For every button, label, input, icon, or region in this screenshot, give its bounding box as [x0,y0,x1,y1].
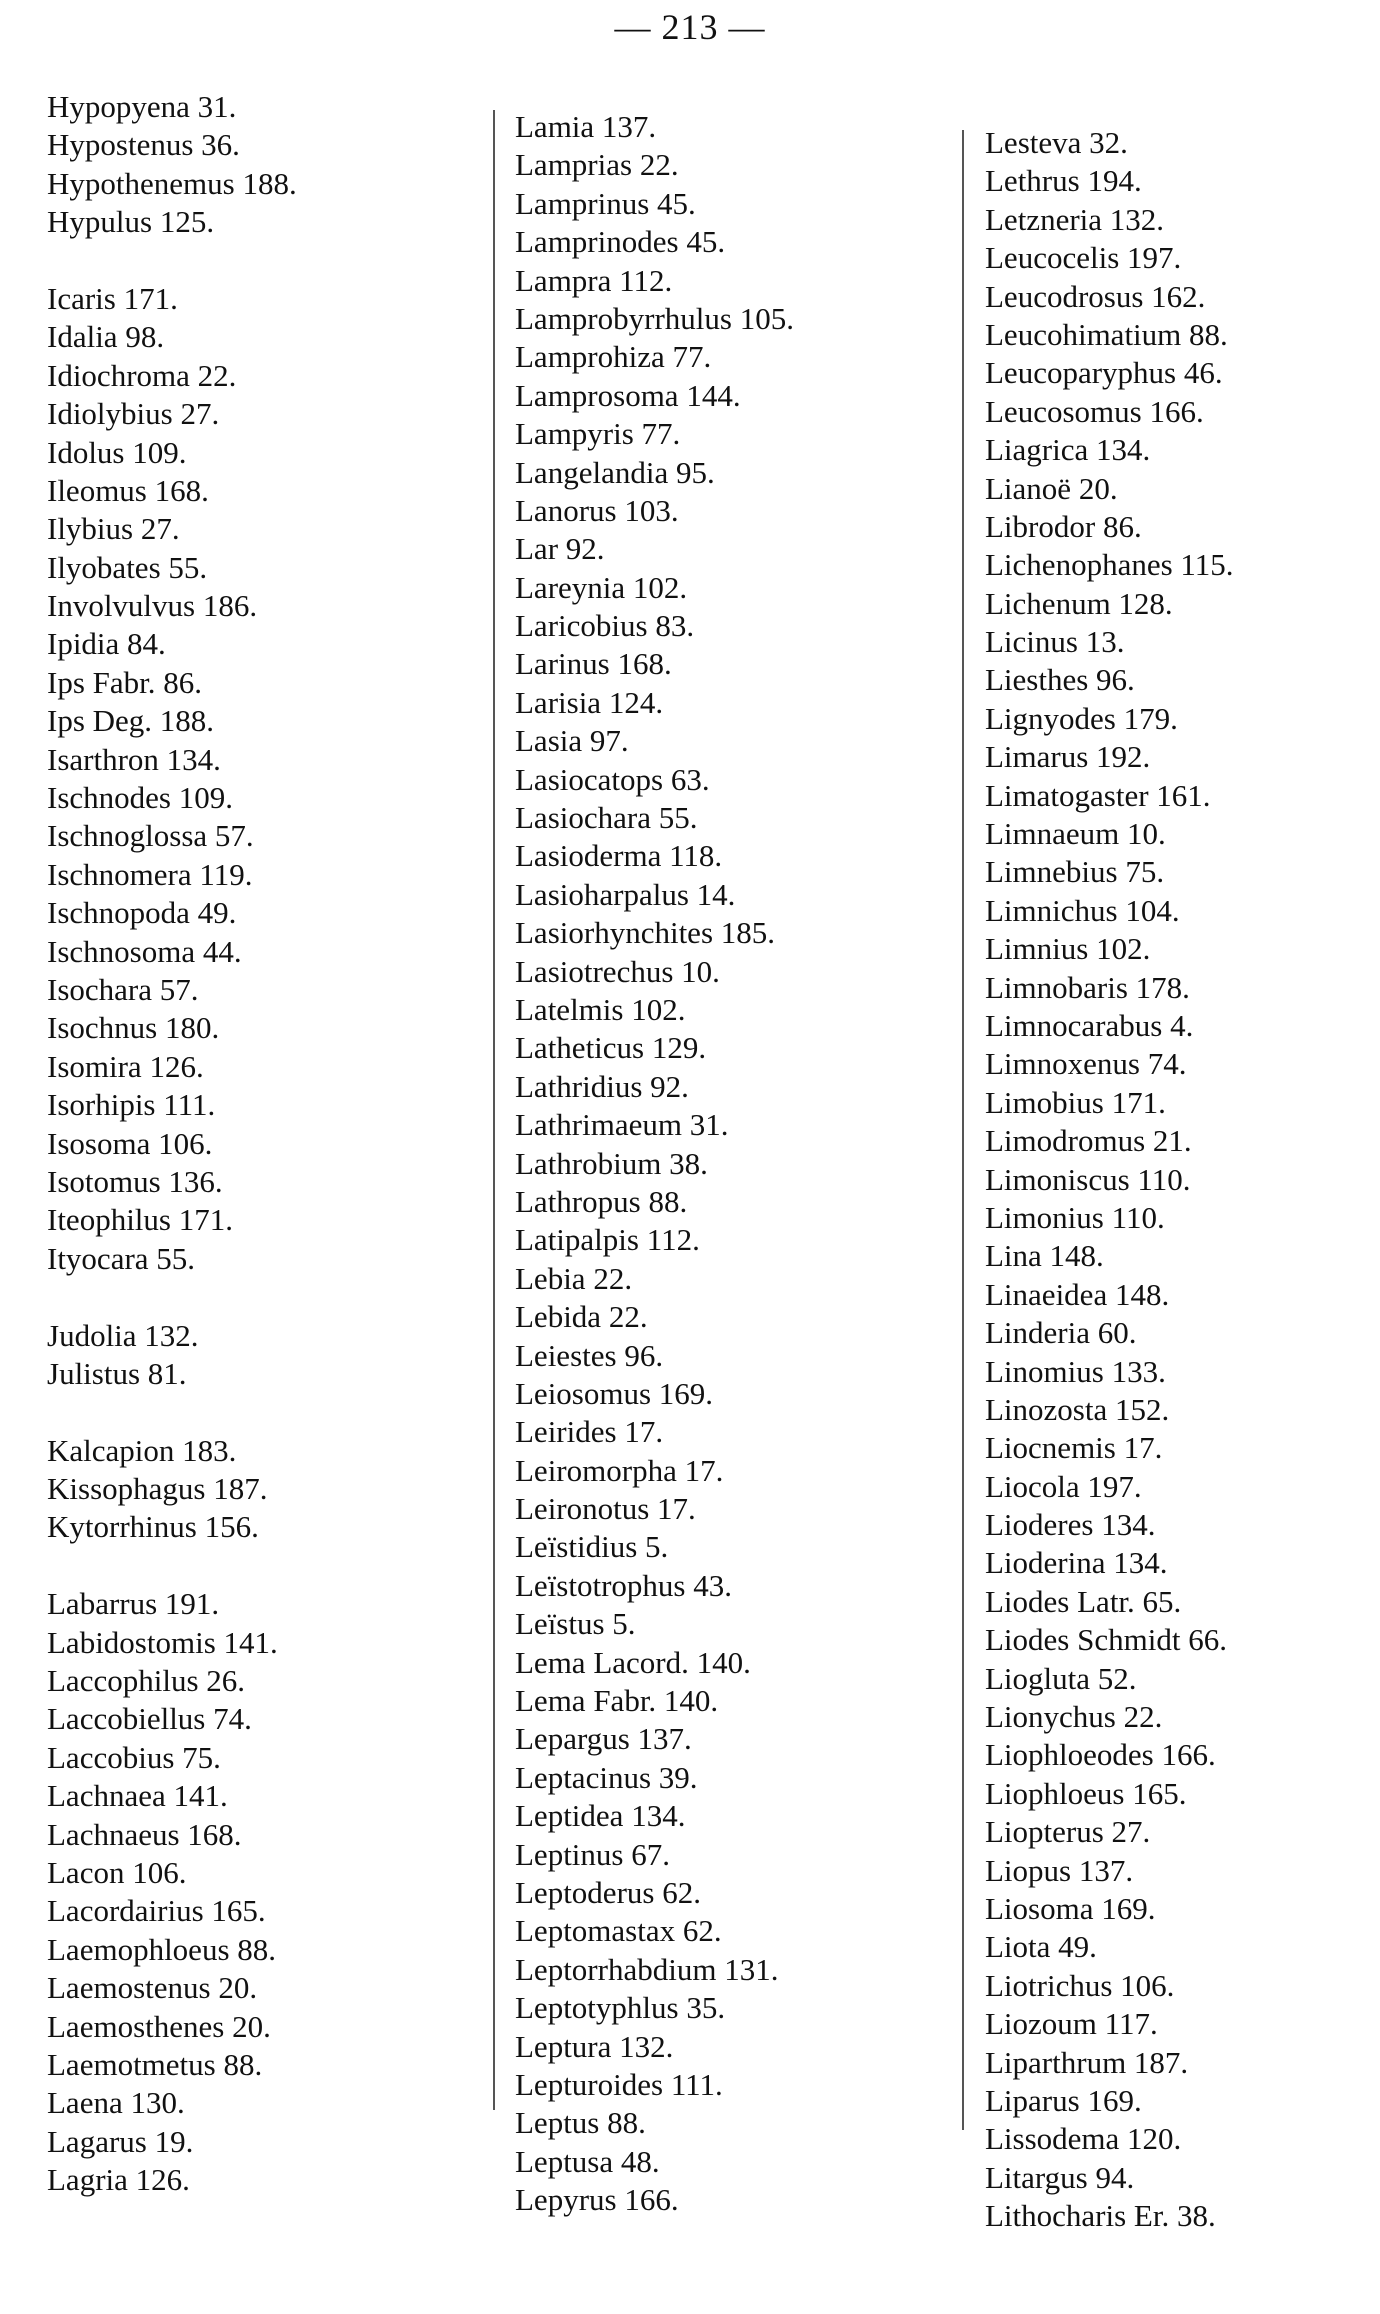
index-entry: Liotrichus 106. [985,1967,1175,2003]
index-entry: Limnichus 104. [985,892,1180,928]
index-entry: Laccophilus 26. [47,1663,246,1699]
index-entry: Lareynia 102. [515,569,688,605]
index-entry: Leucodrosus 162. [985,278,1206,314]
index-entry: Leirides 17. [515,1414,664,1450]
index-entry: Liozoum 117. [985,2006,1158,2042]
index-entry: Labidostomis 141. [47,1624,278,1660]
index-entry: Liophloeodes 166. [985,1737,1216,1773]
page-number: — 213 — [614,7,766,47]
index-entry: Leptotyphlus 35. [515,1990,726,2026]
column-divider [493,110,495,2110]
index-entry: Hypothenemus 188. [47,165,297,201]
index-entry: Leucoparyphus 46. [985,355,1223,391]
index-entry: Icaris 171. [47,280,178,316]
index-entry: Ips Fabr. 86. [47,664,202,700]
index-entry: Liopus 137. [985,1852,1134,1888]
column-divider [962,130,964,2130]
index-entry: Liagrica 134. [985,432,1151,468]
index-entry: Lithocharis Er. 38. [985,2198,1216,2234]
index-entry: Isotomus 136. [47,1163,223,1199]
index-entry: Lasia 97. [515,723,629,759]
index-entry: Lamprosoma 144. [515,377,741,413]
index-entry: Lioderina 134. [985,1545,1168,1581]
index-entry: Ischnopoda 49. [47,895,237,931]
index-entry: Leptorrhabdium 131. [515,1951,779,1987]
index-entry: Hypostenus 36. [47,127,240,163]
index-entry: Lina 148. [985,1238,1104,1274]
index-entry: Langelandia 95. [515,454,715,490]
index-entry: Limatogaster 161. [985,777,1211,813]
index-entry: Leucocelis 197. [985,240,1182,276]
index-entry: Liodes Latr. 65. [985,1583,1182,1619]
index-entry: Limnoxenus 74. [985,1046,1187,1082]
index-entry: Linderia 60. [985,1315,1137,1351]
index-entry: Lampyris 77. [515,416,681,452]
section-gap [47,242,297,280]
index-entry: Lioderes 134. [985,1507,1156,1543]
index-entry: Liesthes 96. [985,662,1135,698]
index-entry: Liosoma 169. [985,1890,1156,1926]
index-entry: Lathropus 88. [515,1183,688,1219]
index-entry: Limnobaris 178. [985,969,1190,1005]
index-entry: Leucosomus 166. [985,393,1204,429]
index-entry: Lamprinus 45. [515,185,696,221]
index-entry: Leïstus 5. [515,1606,636,1642]
index-entry: Leptoderus 62. [515,1874,701,1910]
index-entry: Leptacinus 39. [515,1759,698,1795]
index-entry: Lichenophanes 115. [985,547,1234,583]
index-entry: Julistus 81. [47,1355,187,1391]
index-entry: Limnius 102. [985,931,1151,967]
index-entry: Laccobiellus 74. [47,1701,252,1737]
index-entry: Lanorus 103. [515,492,679,528]
index-entry: Leiosomus 169. [515,1375,714,1411]
index-entry: Ischnosoma 44. [47,933,242,969]
index-entry: Limnebius 75. [985,854,1165,890]
index-entry: Kissophagus 187. [47,1471,268,1507]
index-entry: Isomira 126. [47,1048,204,1084]
index-entry: Leiromorpha 17. [515,1452,724,1488]
index-entry: Lachnaeus 168. [47,1816,242,1852]
index-entry: Lianoë 20. [985,470,1118,506]
index-entry: Liparus 169. [985,2082,1142,2118]
index-entry: Liocnemis 17. [985,1430,1163,1466]
index-entry: Lamprobyrrhulus 105. [515,300,794,336]
index-entry: Idolus 109. [47,434,187,470]
index-entry: Lampra 112. [515,262,673,298]
index-entry: Limnaeum 10. [985,816,1166,852]
index-entry: Lema Lacord. 140. [515,1644,751,1680]
index-entry: Ilybius 27. [47,511,180,547]
index-entry: Isochnus 180. [47,1010,220,1046]
index-entry: Laena 130. [47,2085,185,2121]
index-entry: Lathridius 92. [515,1068,689,1104]
index-entry: Liocola 197. [985,1468,1142,1504]
index-entry: Ileomus 168. [47,472,209,508]
index-entry: Leucohimatium 88. [985,316,1228,352]
index-entry: Lathrimaeum 31. [515,1107,729,1143]
index-entry: Lamia 137. [515,109,657,144]
index-entry: Litargus 94. [985,2159,1135,2195]
index-entry: Limodromus 21. [985,1123,1192,1159]
index-entry: Ischnomera 119. [47,856,253,892]
index-entry: Liogluta 52. [985,1660,1137,1696]
index-entry: Isarthron 134. [47,741,221,777]
index-entry: Lamprinodes 45. [515,224,726,260]
index-entry: Lacon 106. [47,1854,187,1890]
index-column-3 [985,124,1234,2235]
index-entry: Linozosta 152. [985,1391,1170,1427]
index-entry: Lepturoides 111. [515,2066,723,2102]
index-entry: Leptidea 134. [515,1798,686,1834]
index-entry: Leiestes 96. [515,1337,664,1373]
index-entry: Limonius 110. [985,1199,1165,1235]
index-entry: Idiolybius 27. [47,396,220,432]
index-entry: Lepyrus 166. [515,2182,679,2218]
index-entry: Lamprias 22. [515,147,679,183]
section-gap [47,1547,297,1585]
index-entry: Laricobius 83. [515,608,695,644]
index-entry: Lagria 126. [47,2162,190,2198]
index-entry: Leptinus 67. [515,1836,670,1872]
index-entry: Lasiochara 55. [515,800,698,836]
index-column-1 [47,88,297,2199]
index-entry: Labarrus 191. [47,1586,220,1622]
index-entry: Laemophloeus 88. [47,1931,277,1967]
index-entry: Linaeidea 148. [985,1276,1170,1312]
index-entry: Larinus 168. [515,646,672,682]
index-entry: Lignyodes 179. [985,700,1178,736]
index-entry: Limobius 171. [985,1084,1166,1120]
index-entry: Leptusa 48. [515,2143,660,2179]
index-entry: Linomius 133. [985,1353,1166,1389]
index-entry: Lichenum 128. [985,585,1173,621]
index-entry: Liophloeus 165. [985,1775,1187,1811]
index-entry: Laemotmetus 88. [47,2046,263,2082]
index-entry: Lasiocatops 63. [515,761,710,797]
index-entry: Leptomastax 62. [515,1913,722,1949]
index-entry: Letzneria 132. [985,201,1165,237]
index-entry: Lepargus 137. [515,1721,692,1757]
index-entry: Liopterus 27. [985,1814,1151,1850]
index-entry: Isosoma 106. [47,1125,213,1161]
index-entry: Ilyobates 55. [47,549,208,585]
index-entry: Larisia 124. [515,684,664,720]
index-entry: Idiochroma 22. [47,357,237,393]
index-entry: Ipidia 84. [47,626,166,662]
index-entry: Lasiotrechus 10. [515,953,720,989]
index-entry: Lathrobium 38. [515,1145,708,1181]
index-entry: Involvulvus 186. [47,588,258,624]
index-entry: Isorhipis 111. [47,1087,216,1123]
index-entry: Latelmis 102. [515,991,686,1027]
index-entry: Ips Deg. 188. [47,703,215,739]
index-entry: Lesteva 32. [985,125,1128,160]
index-entry: Laemostenus 20. [47,1970,258,2006]
index-entry: Latipalpis 112. [515,1222,700,1258]
index-entry: Iteophilus 171. [47,1202,233,1238]
index-entry: Lissodema 120. [985,2121,1182,2157]
index-entry: Limarus 192. [985,739,1151,775]
index-entry: Leïstotrophus 43. [515,1567,732,1603]
index-entry: Lacordairius 165. [47,1893,266,1929]
index-entry: Lema Fabr. 140. [515,1683,719,1719]
index-entry: Limoniscus 110. [985,1161,1191,1197]
index-entry: Liparthrum 187. [985,2044,1189,2080]
index-entry: Kalcapion 183. [47,1432,237,1468]
index-entry: Leptura 132. [515,2028,674,2064]
index-entry: Laccobius 75. [47,1739,221,1775]
index-entry: Hypulus 125. [47,204,215,240]
index-entry: Lagarus 19. [47,2123,194,2159]
index-entry: Librodor 86. [985,508,1142,544]
index-entry: Laemosthenes 20. [47,2008,271,2044]
index-entry: Lionychus 22. [985,1699,1163,1735]
index-entry: Lebida 22. [515,1299,648,1335]
index-entry: Kytorrhinus 156. [47,1509,259,1545]
index-entry: Lebia 22. [515,1260,633,1296]
index-entry: Lachnaea 141. [47,1778,228,1814]
index-entry: Lar 92. [515,531,605,567]
index-entry: Leironotus 17. [515,1491,696,1527]
index-entry: Isochara 57. [47,971,199,1007]
index-entry: Lasioharpalus 14. [515,876,736,912]
index-entry: Lethrus 194. [985,163,1142,199]
index-entry: Limnocarabus 4. [985,1007,1194,1043]
index-entry: Latheticus 129. [515,1030,707,1066]
index-entry: Lasioderma 118. [515,838,723,874]
index-entry: Liota 49. [985,1929,1097,1965]
index-entry: Judolia 132. [47,1317,199,1353]
index-entry: Liodes Schmidt 66. [985,1622,1227,1658]
index-entry: Ischnoglossa 57. [47,818,254,854]
index-entry: Idalia 98. [47,319,165,355]
index-entry: Licinus 13. [985,624,1125,660]
index-entry: Lasiorhynchites 185. [515,915,776,951]
index-entry: Leptus 88. [515,2105,646,2141]
index-entry: Lamprohiza 77. [515,339,712,375]
index-entry: Ityocara 55. [47,1240,196,1276]
index-entry: Hypopyena 31. [47,89,237,124]
section-gap [47,1393,297,1431]
section-gap [47,1278,297,1316]
index-entry: Ischnodes 109. [47,780,233,816]
index-column-2 [515,108,794,2219]
index-entry: Leïstidius 5. [515,1529,669,1565]
